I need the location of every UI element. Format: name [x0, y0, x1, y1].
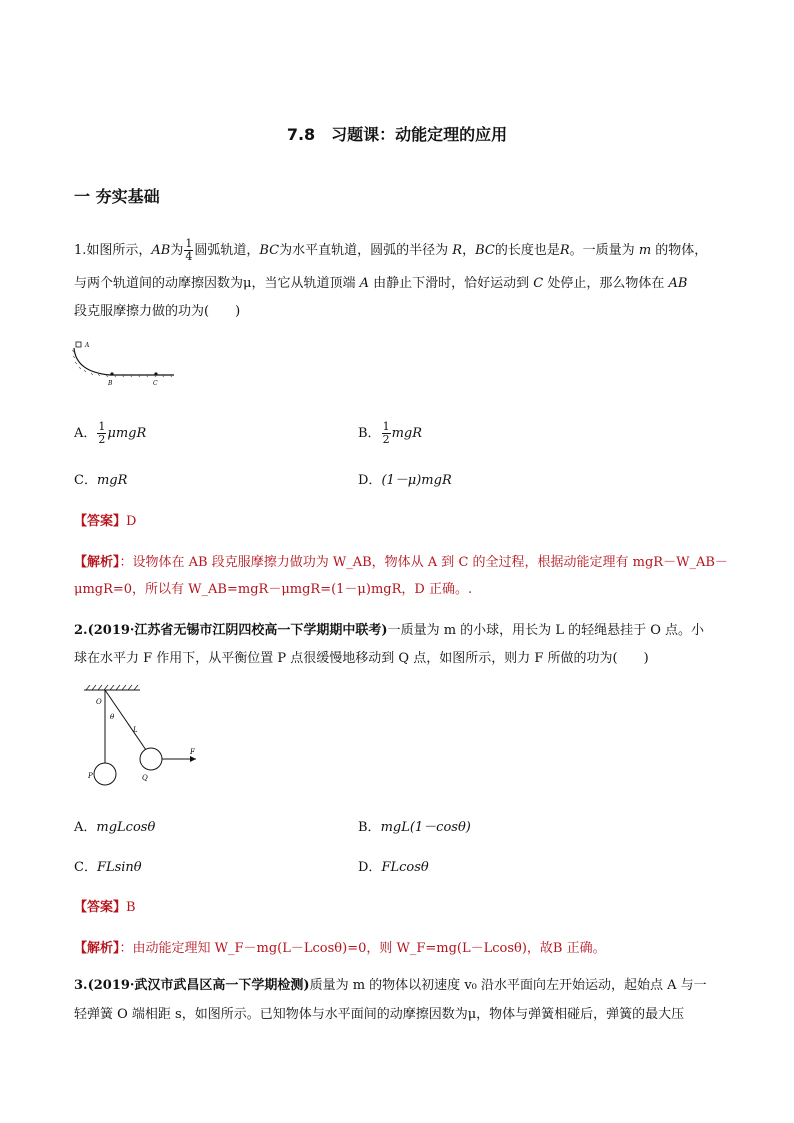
q1-option-c[interactable]: C．mgR — [74, 473, 128, 488]
ball-p — [94, 763, 116, 785]
fig-label-f: F — [190, 748, 195, 756]
fig-label-q: Q — [142, 774, 148, 782]
q1-option-a[interactable]: A． $\frac{1}{2}$ μmgR — [74, 420, 147, 446]
block-shape — [76, 342, 81, 347]
q2-option-b[interactable]: B．mgL(1－cosθ) — [358, 820, 471, 835]
q2-pendulum-figure — [78, 684, 208, 794]
q3-line1: 3.(2019·武汉市武昌区高一下学期检测)质量为 m 的物体以初速度 v₀ 沿水平面向左开始运动，起始点 A 与一 — [74, 978, 707, 993]
point-c — [154, 372, 157, 375]
fraction-one-quarter: $\frac{1}{4}$ — [185, 237, 193, 263]
q1-explanation-line1: 【解析】：设物体在 AB 段克服摩擦力做功为 W_AB，物体从 A 到 C 的全过程，根据动能定理有 mgR－W_AB－ — [74, 555, 728, 570]
q2-line1: 2.(2019·江苏省无锡市江阴四校高一下学期期中联考)一质量为 m 的小球，用长为 L 的轻绳悬挂于 O 点。小 — [74, 623, 705, 638]
q1-line2: 与两个轨道间的动摩擦因数为μ，当它从轨道顶端 A 由静止下滑时，恰好运动到 C 处停止，那么物体在 AB — [74, 276, 688, 291]
fig-label-b: B — [108, 380, 113, 386]
ball-q — [140, 748, 162, 770]
fig-label-a: A — [85, 342, 90, 349]
q2-line2: 球在水平力 F 作用下，从平衡位置 P 点很缓慢地移动到 Q 点，如图所示，则力 F 所做的功为( ) — [74, 651, 649, 666]
page-title: 7.8 习题课：动能定理的应用 — [286, 125, 508, 144]
fig-label-o: O — [96, 698, 102, 706]
q2-explanation: 【解析】：由动能定理知 W_F－mg(L－Lcosθ)=0，则 W_F=mg(L－Lcosθ)，故B 正确。 — [74, 941, 606, 956]
ceiling-hatching — [86, 685, 138, 690]
q1-line1: 1.如图所示，AB为 $\frac{1}{4}$ 圆弧轨道，BC为水平直轨道，圆弧的半径为 R，BC的长度也是R。一质量为 m 的物体， — [74, 237, 708, 263]
q2-option-a[interactable]: A．mgLcosθ — [74, 820, 156, 835]
q1-track-figure — [70, 338, 180, 386]
q2-answer: 【答案】B — [74, 900, 136, 915]
section-heading: 一 夯实基础 — [74, 187, 160, 206]
track-curve — [74, 348, 174, 375]
q1-option-b[interactable]: B． $\frac{1}{2}$ mgR — [358, 420, 422, 446]
fig-label-l: L — [133, 726, 138, 734]
q2-option-c[interactable]: C．FLsinθ — [74, 860, 142, 875]
fig-label-c: C — [153, 380, 158, 386]
q1-answer: 【答案】D — [74, 514, 137, 529]
q2-option-d[interactable]: D．FLcosθ — [358, 860, 429, 875]
q1-option-d[interactable]: D．(1－μ)mgR — [358, 473, 452, 488]
fig-label-p: P — [88, 772, 93, 780]
q1-line3: 段克服摩擦力做的功为( ) — [74, 304, 241, 319]
force-arrow-head — [190, 756, 196, 762]
fig-label-theta: θ — [110, 713, 115, 721]
point-b — [110, 372, 113, 375]
q1-explanation-line2: μmgR=0，所以有 W_AB=mgR－μmgR=(1－μ)mgR，D 正确。. — [74, 582, 473, 597]
q3-line2: 轻弹簧 O 端相距 s，如图所示。已知物体与水平面间的动摩擦因数为μ，物体与弹簧相碰后，弹簧的最大压 — [74, 1007, 685, 1022]
